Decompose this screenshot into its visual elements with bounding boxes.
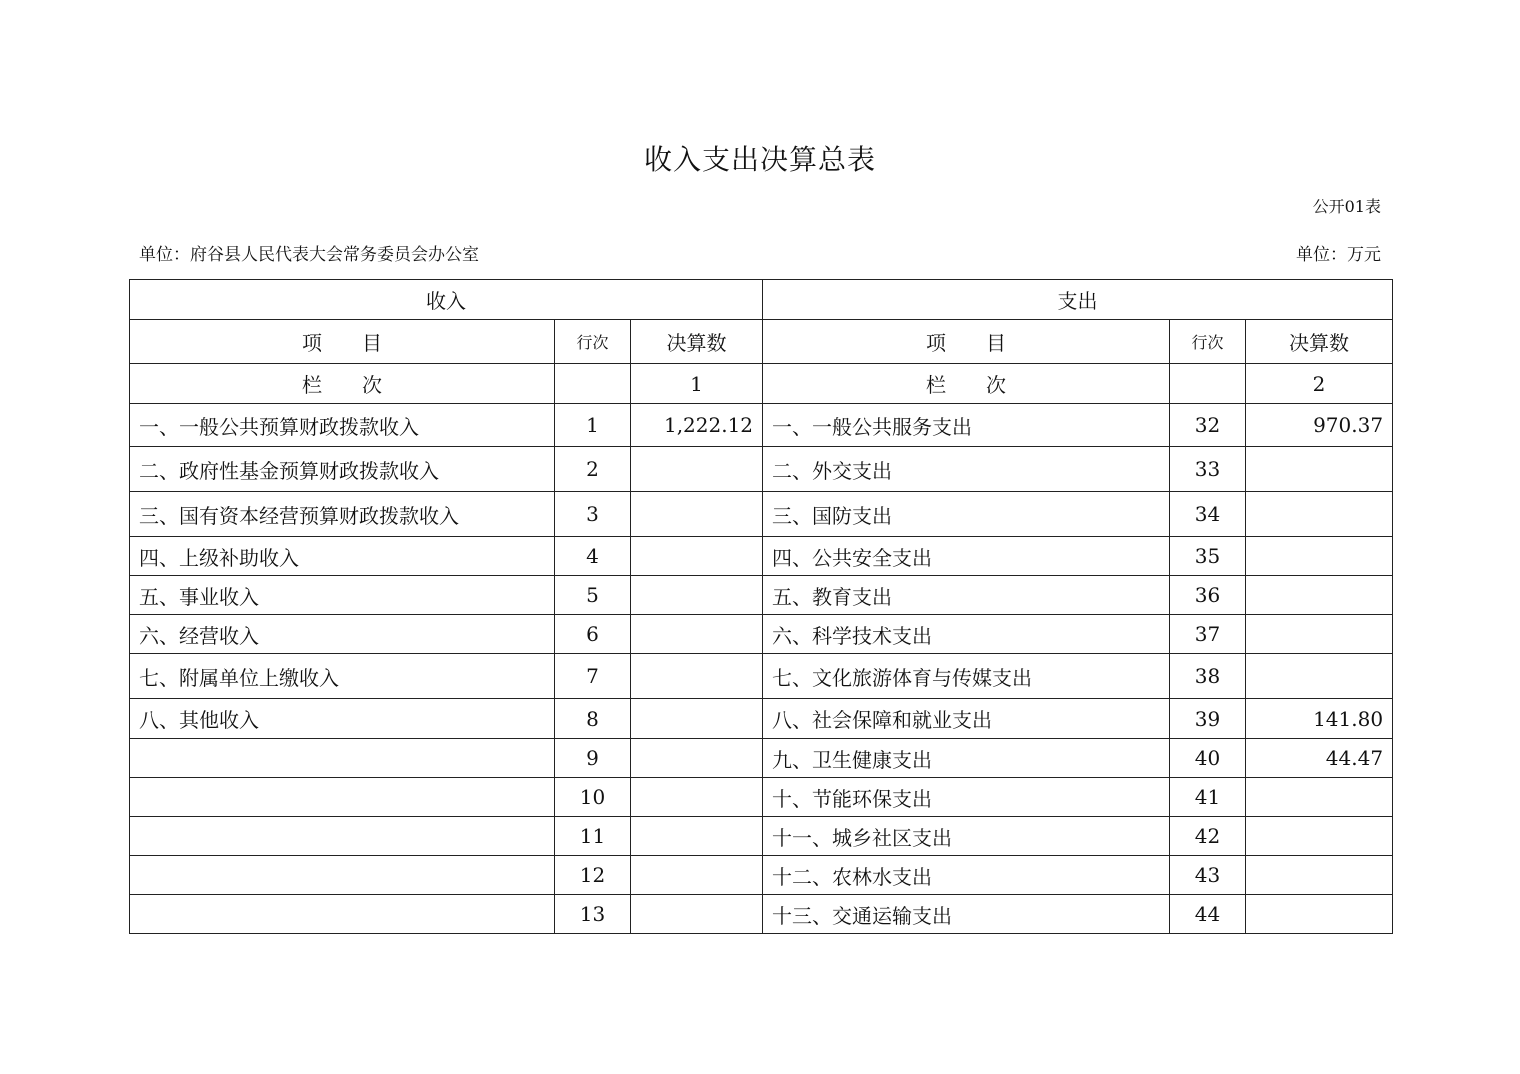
table-row <box>130 817 1393 856</box>
table-row <box>130 654 1393 699</box>
income-row-no-cell: 11 <box>555 817 631 856</box>
expense-amount-cell <box>1246 856 1393 895</box>
income-amount-cell <box>631 856 763 895</box>
expense-amount-cell: 970.37 <box>1246 404 1393 447</box>
income-item-cell: 一、一般公共预算财政拨款收入 <box>130 404 555 447</box>
income-amount-cell <box>631 615 763 654</box>
income-amount-header: 决算数 <box>631 320 763 364</box>
table-row <box>130 778 1393 817</box>
expense-item-cell: 六、科学技术支出 <box>763 615 1170 654</box>
expense-item-cell: 七、文化旅游体育与传媒支出 <box>763 654 1170 699</box>
unit-organization: 单位：府谷县人民代表大会常务委员会办公室 <box>139 245 479 265</box>
income-amount-cell <box>631 537 763 576</box>
expense-item-cell: 一、一般公共服务支出 <box>763 404 1170 447</box>
table-row <box>130 404 1393 447</box>
expense-item-cell: 八、社会保障和就业支出 <box>763 699 1170 739</box>
expense-item-cell: 九、卫生健康支出 <box>763 739 1170 778</box>
income-row-no-cell: 9 <box>555 739 631 778</box>
table-row <box>130 492 1393 537</box>
expense-column-blank <box>1170 364 1246 404</box>
table-row <box>130 739 1393 778</box>
income-item-cell: 二、政府性基金预算财政拨款收入 <box>130 447 555 492</box>
income-row-no-cell: 8 <box>555 699 631 739</box>
expense-amount-cell <box>1246 537 1393 576</box>
income-column-index: 1 <box>631 364 763 404</box>
income-row-no-cell: 2 <box>555 447 631 492</box>
income-row-no-cell: 5 <box>555 576 631 615</box>
income-item-header: 项 目 <box>130 320 555 364</box>
income-item-cell: 六、经营收入 <box>130 615 555 654</box>
income-item-cell: 四、上级补助收入 <box>130 537 555 576</box>
expense-amount-cell <box>1246 778 1393 817</box>
expense-row-no-header: 行次 <box>1170 320 1246 364</box>
income-item-cell <box>130 778 555 817</box>
expense-column-index: 2 <box>1246 364 1393 404</box>
income-row-no-header: 行次 <box>555 320 631 364</box>
income-amount-cell <box>631 699 763 739</box>
table-number: 公开01表 <box>1312 197 1381 216</box>
expense-column-label: 栏 次 <box>763 364 1170 404</box>
income-item-cell: 三、国有资本经营预算财政拨款收入 <box>130 492 555 537</box>
expense-item-cell: 三、国防支出 <box>763 492 1170 537</box>
expense-amount-cell <box>1246 492 1393 537</box>
income-amount-cell <box>631 778 763 817</box>
income-column-blank <box>555 364 631 404</box>
expense-row-no-cell: 32 <box>1170 404 1246 447</box>
expense-row-no-cell: 43 <box>1170 856 1246 895</box>
expense-amount-cell <box>1246 615 1393 654</box>
expense-row-no-cell: 34 <box>1170 492 1246 537</box>
income-amount-cell <box>631 576 763 615</box>
expense-amount-cell <box>1246 447 1393 492</box>
budget-table <box>129 279 1393 934</box>
income-amount-cell <box>631 895 763 934</box>
expense-row-no-cell: 40 <box>1170 739 1246 778</box>
expense-amount-cell <box>1246 654 1393 699</box>
header-row-columns <box>130 320 1393 364</box>
income-item-cell: 七、附属单位上缴收入 <box>130 654 555 699</box>
income-column-label: 栏 次 <box>130 364 555 404</box>
expense-row-no-cell: 35 <box>1170 537 1246 576</box>
income-item-cell <box>130 856 555 895</box>
expense-item-cell: 五、教育支出 <box>763 576 1170 615</box>
expense-row-no-cell: 33 <box>1170 447 1246 492</box>
expense-row-no-cell: 38 <box>1170 654 1246 699</box>
income-amount-cell <box>631 654 763 699</box>
income-item-cell: 八、其他收入 <box>130 699 555 739</box>
expense-amount-cell: 141.80 <box>1246 699 1393 739</box>
expense-item-cell: 十、节能环保支出 <box>763 778 1170 817</box>
table-row <box>130 699 1393 739</box>
expense-item-header: 项 目 <box>763 320 1170 364</box>
expense-row-no-cell: 37 <box>1170 615 1246 654</box>
income-amount-cell <box>631 739 763 778</box>
income-section-header: 收入 <box>130 280 763 320</box>
income-amount-cell: 1,222.12 <box>631 404 763 447</box>
expense-row-no-cell: 42 <box>1170 817 1246 856</box>
table-row <box>130 537 1393 576</box>
income-amount-cell <box>631 817 763 856</box>
table-body <box>130 280 1393 934</box>
page-title: 收入支出决算总表 <box>643 143 876 176</box>
expense-row-no-cell: 39 <box>1170 699 1246 739</box>
expense-amount-cell <box>1246 576 1393 615</box>
expense-row-no-cell: 44 <box>1170 895 1246 934</box>
expense-amount-cell <box>1246 895 1393 934</box>
expense-amount-cell <box>1246 817 1393 856</box>
expense-item-cell: 十三、交通运输支出 <box>763 895 1170 934</box>
income-item-cell <box>130 895 555 934</box>
expense-section-header: 支出 <box>763 280 1393 320</box>
table-row <box>130 447 1393 492</box>
income-item-cell <box>130 739 555 778</box>
unit-currency: 单位：万元 <box>1296 245 1381 265</box>
table-row <box>130 856 1393 895</box>
table-row <box>130 895 1393 934</box>
income-row-no-cell: 1 <box>555 404 631 447</box>
income-row-no-cell: 10 <box>555 778 631 817</box>
income-row-no-cell: 7 <box>555 654 631 699</box>
expense-item-cell: 二、外交支出 <box>763 447 1170 492</box>
income-item-cell <box>130 817 555 856</box>
table-row <box>130 615 1393 654</box>
income-item-cell: 五、事业收入 <box>130 576 555 615</box>
expense-amount-header: 决算数 <box>1246 320 1393 364</box>
header-row-sections <box>130 280 1393 320</box>
header-row-column-index <box>130 364 1393 404</box>
expense-item-cell: 四、公共安全支出 <box>763 537 1170 576</box>
income-amount-cell <box>631 492 763 537</box>
table-row <box>130 576 1393 615</box>
expense-row-no-cell: 41 <box>1170 778 1246 817</box>
expense-item-cell: 十二、农林水支出 <box>763 856 1170 895</box>
income-row-no-cell: 12 <box>555 856 631 895</box>
income-row-no-cell: 3 <box>555 492 631 537</box>
expense-amount-cell: 44.47 <box>1246 739 1393 778</box>
income-row-no-cell: 6 <box>555 615 631 654</box>
expense-row-no-cell: 36 <box>1170 576 1246 615</box>
income-amount-cell <box>631 447 763 492</box>
income-row-no-cell: 13 <box>555 895 631 934</box>
income-row-no-cell: 4 <box>555 537 631 576</box>
expense-item-cell: 十一、城乡社区支出 <box>763 817 1170 856</box>
